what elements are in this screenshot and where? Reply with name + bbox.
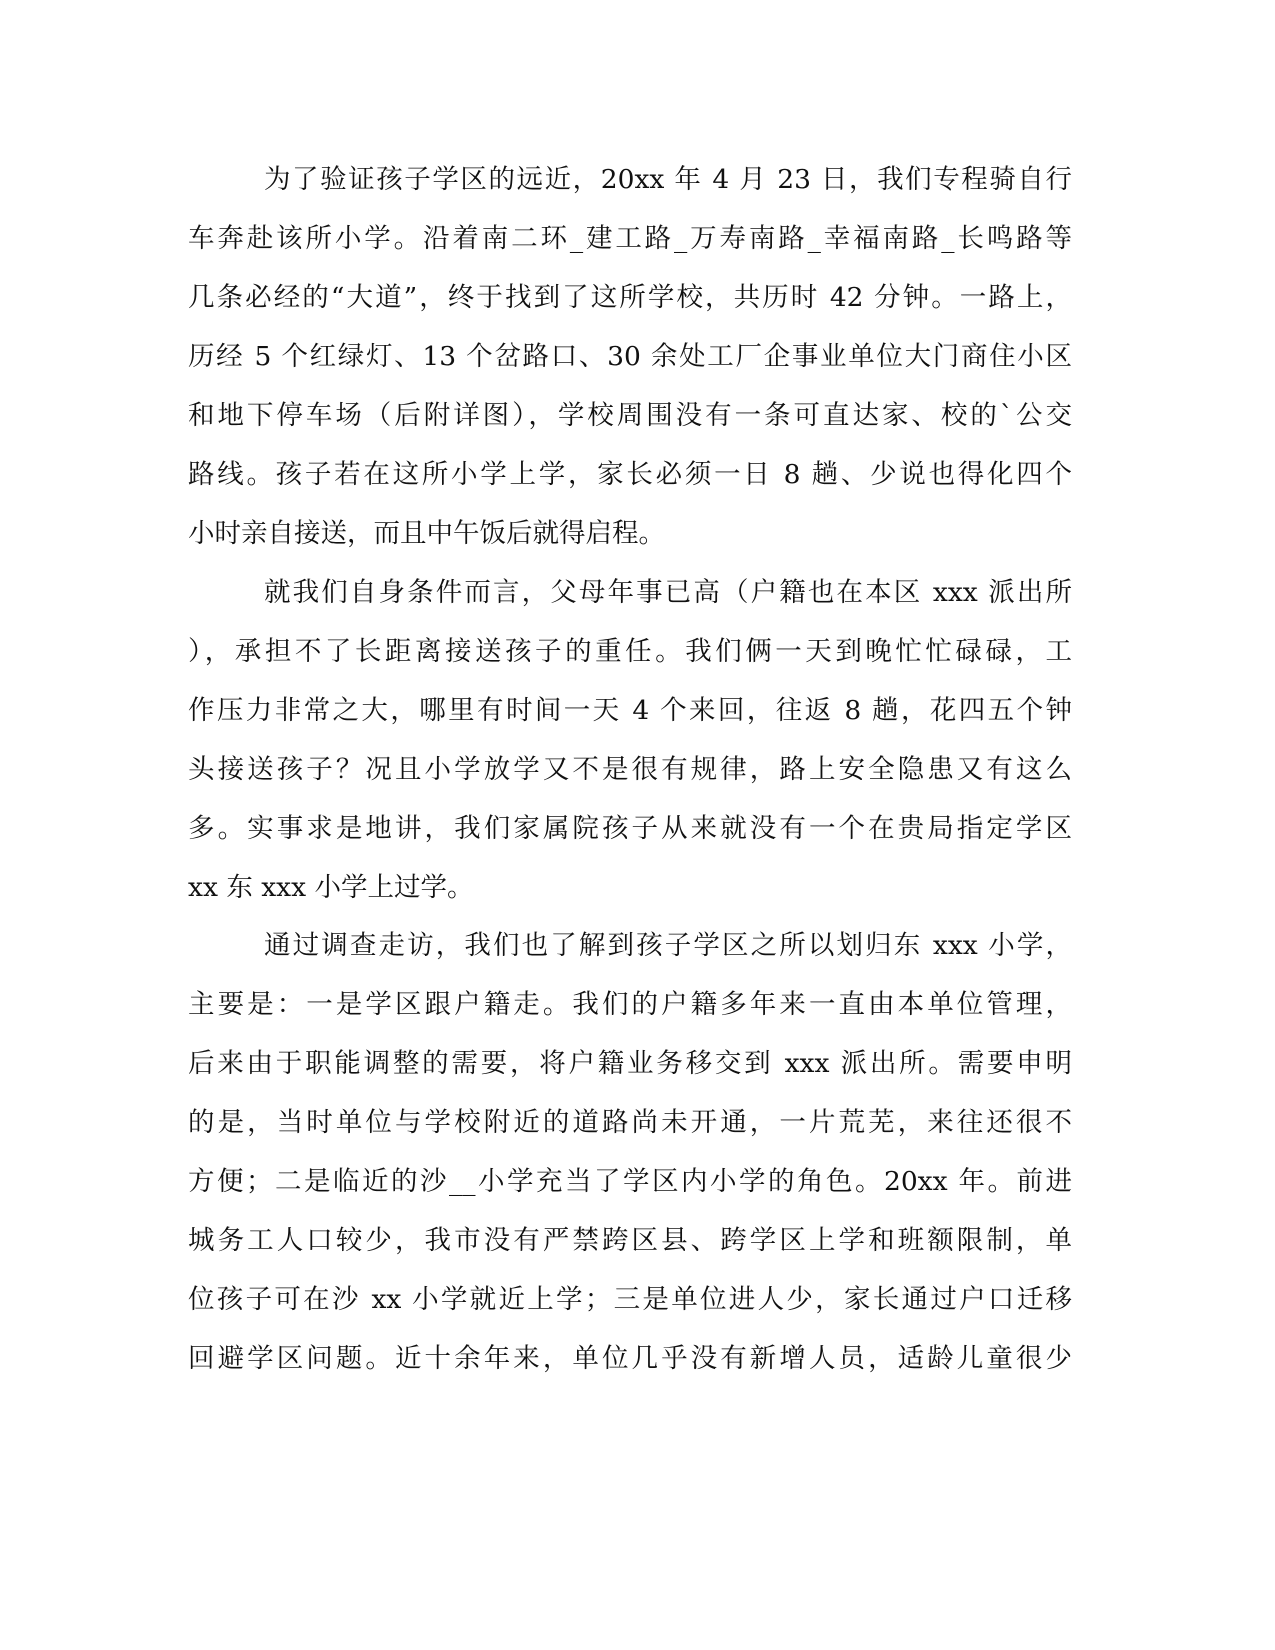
paragraph-1-line-2: 车奔赴该所小学。沿着南二环_建工路_万寿南路_幸福南路_长鸣路等 [188, 223, 1072, 254]
paragraph-1-line-1: 为了验证孩子学区的远近，20xx 年 4 月 23 日，我们专程骑自行 [264, 164, 1072, 195]
paragraph-2-line-1: 就我们自身条件而言，父母年事已高（户籍也在本区 xxx 派出所 [264, 577, 1072, 608]
paragraph-1-line-6: 路线。孩子若在这所小学上学，家长必须一日 8 趟、少说也得化四个 [188, 459, 1072, 490]
paragraph-1-line-5: 和地下停车场（后附详图），学校周围没有一条可直达家、校的`公交 [188, 400, 1072, 431]
paragraph-3-line-7: 位孩子可在沙 xx 小学就近上学；三是单位进人少，家长通过户口迁移 [188, 1284, 1072, 1315]
paragraph-2-line-3: 作压力非常之大，哪里有时间一天 4 个来回，往返 8 趟，花四五个钟 [188, 695, 1072, 726]
paragraph-2-line-6: xx 东 xxx 小学上过学。 [188, 872, 474, 903]
paragraph-3-line-4: 的是，当时单位与学校附近的道路尚未开通，一片荒芜，来往还很不 [188, 1107, 1072, 1138]
paragraph-3-line-1: 通过调查走访，我们也了解到孩子学区之所以划归东 xxx 小学， [264, 930, 1072, 961]
paragraph-3-line-5: 方便；二是临近的沙__小学充当了学区内小学的角色。20xx 年。前进 [188, 1166, 1072, 1197]
paragraph-2-line-2: ），承担不了长距离接送孩子的重任。我们俩一天到晚忙忙碌碌，工 [188, 636, 1072, 667]
paragraph-3-line-2: 主要是：一是学区跟户籍走。我们的户籍多年来一直由本单位管理， [188, 989, 1072, 1020]
paragraph-1-line-3: 几条必经的“大道”，终于找到了这所学校，共历时 42 分钟。一路上， [188, 282, 1072, 313]
paragraph-3-line-8: 回避学区问题。近十余年来，单位几乎没有新增人员，适龄儿童很少 [188, 1343, 1072, 1374]
paragraph-2-line-5: 多。实事求是地讲，我们家属院孩子从来就没有一个在贵局指定学区 [188, 813, 1072, 844]
paragraph-1-line-7: 小时亲自接送，而且中午饭后就得启程。 [188, 518, 665, 549]
paragraph-2-line-4: 头接送孩子？况且小学放学又不是很有规律，路上安全隐患又有这么 [188, 754, 1072, 785]
paragraph-3-line-6: 城务工人口较少，我市没有严禁跨区县、跨学区上学和班额限制，单 [188, 1225, 1072, 1256]
paragraph-1-line-4: 历经 5 个红绿灯、13 个岔路口、30 余处工厂企事业单位大门商住小区 [188, 341, 1072, 372]
paragraph-3-line-3: 后来由于职能调整的需要，将户籍业务移交到 xxx 派出所。需要申明 [188, 1048, 1072, 1079]
